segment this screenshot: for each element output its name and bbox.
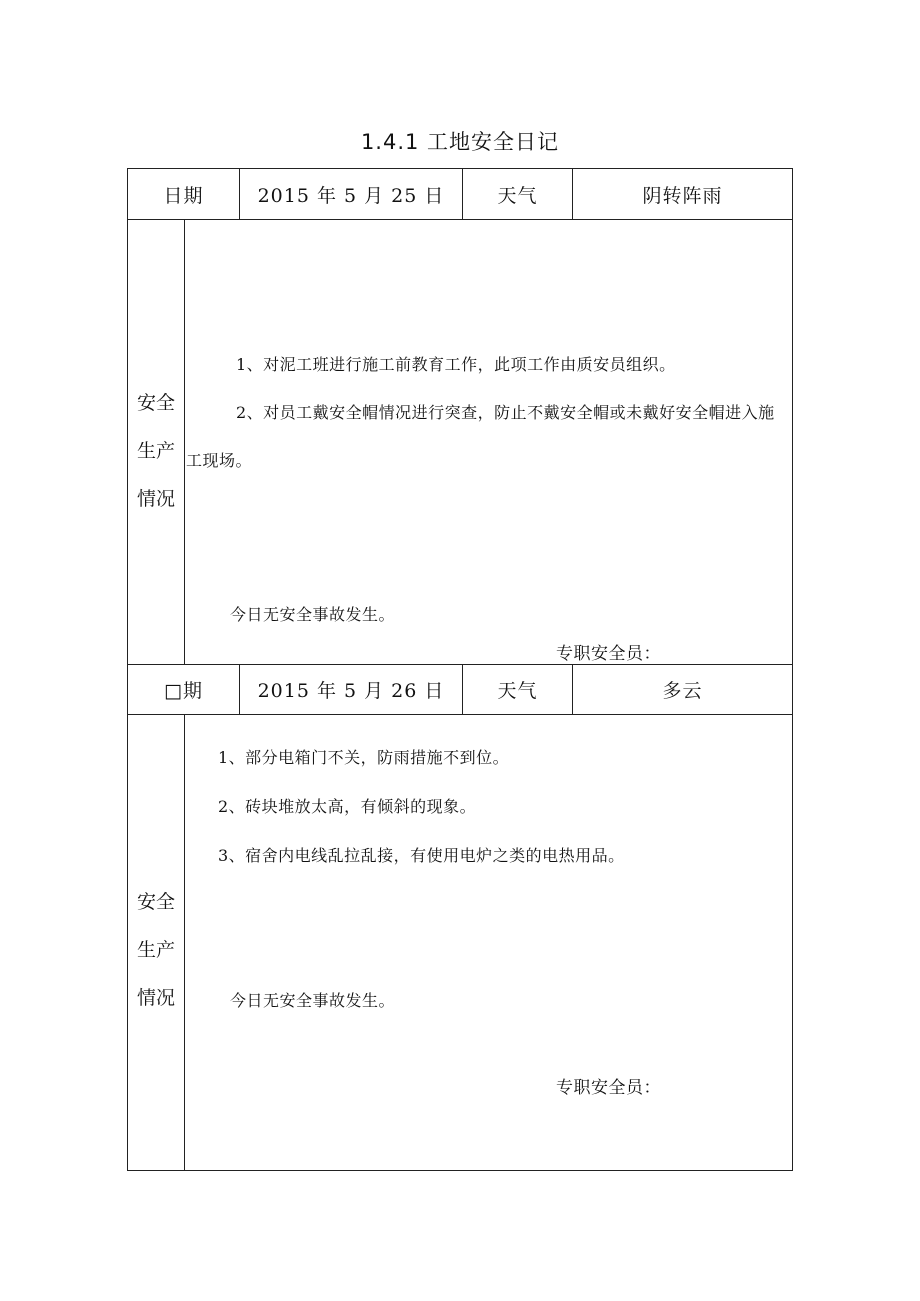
signature-label: 专职安全员：	[556, 644, 661, 664]
weather-label: 天气	[497, 680, 538, 702]
date-label: □期	[164, 680, 203, 702]
list-item: 3、宿舍内电线乱拉乱接，有使用电炉之类的电热用品。	[218, 846, 625, 865]
date-value: 2015 年 5 月 26 日	[257, 680, 445, 702]
weather-value: 阴转阵雨	[642, 184, 723, 207]
section-label: 安全 生产 情况	[136, 891, 175, 1009]
weather-value: 多云	[662, 680, 703, 702]
date-value: 2015 年 5 月 25 日	[257, 184, 445, 207]
page-title: 1.4.1 工地安全日记	[360, 130, 560, 154]
weather-label: 天气	[497, 184, 538, 207]
signature-label: 专职安全员：	[556, 1078, 661, 1098]
section-label: 安全 生产 情况	[136, 392, 175, 510]
list-item: 2、对员工戴安全帽情况进行突查，防止不戴安全帽或未戴好安全帽进入施工现场。	[186, 403, 775, 470]
list-item: 2、砖块堆放太高，有倾斜的现象。	[218, 797, 477, 816]
date-label: 日期	[163, 184, 204, 207]
summary-text: 今日无安全事故发生。	[230, 991, 396, 1010]
list-item: 1、部分电箱门不关，防雨措施不到位。	[218, 748, 510, 767]
summary-text: 今日无安全事故发生。	[230, 605, 396, 624]
list-item: 1、对泥工班进行施工前教育工作，此项工作由质安员组织。	[236, 355, 676, 374]
